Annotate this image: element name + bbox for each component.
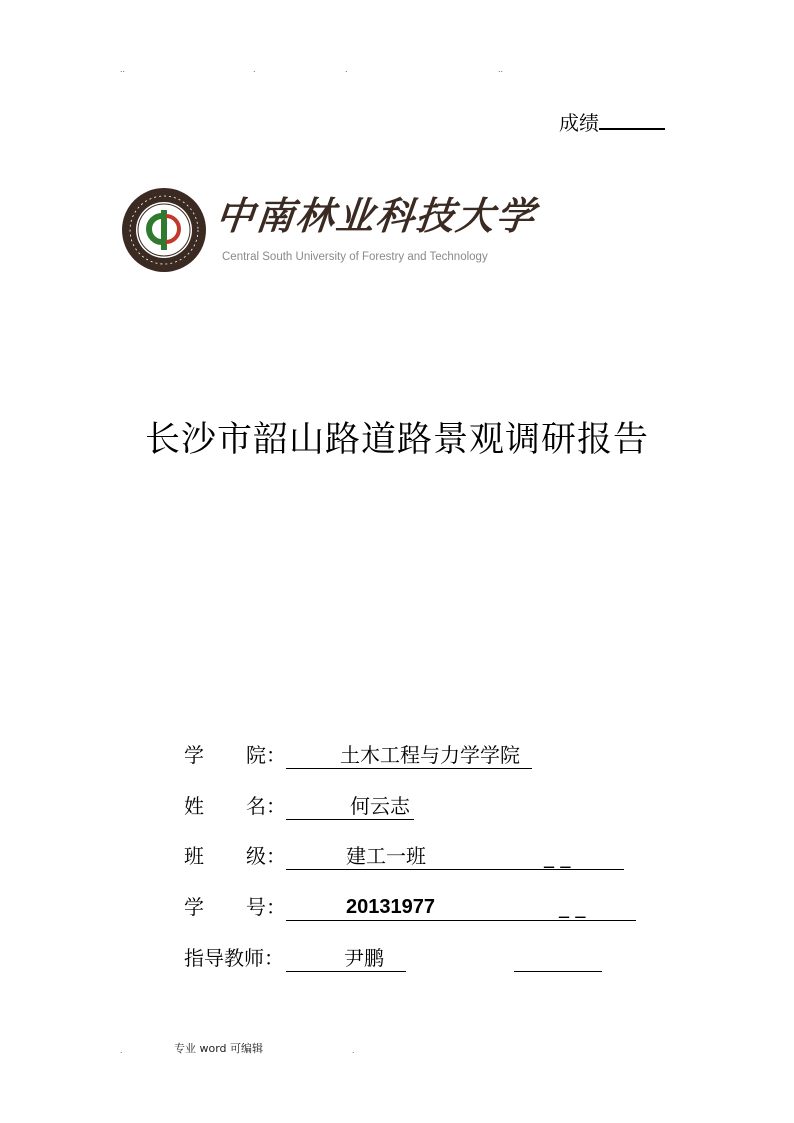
advisor-label: 指导教师： <box>184 946 284 970</box>
college-value[interactable]: 土木工程与力学学院 <box>286 742 532 769</box>
student-id-row <box>184 893 636 921</box>
class-value[interactable]: 建工一班 _ _ <box>286 843 624 870</box>
footer-mark: . <box>120 1046 123 1055</box>
university-name-en: Central South University of Forestry and Technology <box>222 251 488 263</box>
university-name-cn: 中南林业科技大学 <box>213 193 539 238</box>
name-label: 姓 名： <box>184 794 286 818</box>
header-mark: .. <box>120 65 126 74</box>
student-id-value[interactable]: 20131977 _ _ <box>286 893 636 921</box>
header-mark: . <box>253 65 256 74</box>
header-mark: . <box>345 65 348 74</box>
header-mark: .. <box>498 65 504 74</box>
class-label: 班 级： <box>184 844 286 868</box>
university-logo <box>120 186 539 276</box>
score-blank[interactable] <box>599 108 665 130</box>
class-row <box>184 842 624 870</box>
score-field <box>559 108 665 136</box>
footer-mark: . <box>352 1046 355 1055</box>
footer-note: 专业 word 可编辑 <box>174 1042 264 1055</box>
college-row <box>184 741 532 769</box>
advisor-value[interactable]: 尹鹏 <box>286 945 406 972</box>
name-row <box>184 792 414 820</box>
name-value[interactable]: 何云志 <box>286 793 414 820</box>
score-label: 成绩 <box>559 111 599 135</box>
advisor-row <box>184 944 602 972</box>
report-title: 长沙市韶山路道路景观调研报告 <box>144 420 649 460</box>
college-label: 学 院： <box>184 743 286 767</box>
advisor-extra-blank[interactable] <box>514 945 602 972</box>
university-seal-icon <box>120 186 208 274</box>
student-id-label: 学 号： <box>184 895 286 919</box>
